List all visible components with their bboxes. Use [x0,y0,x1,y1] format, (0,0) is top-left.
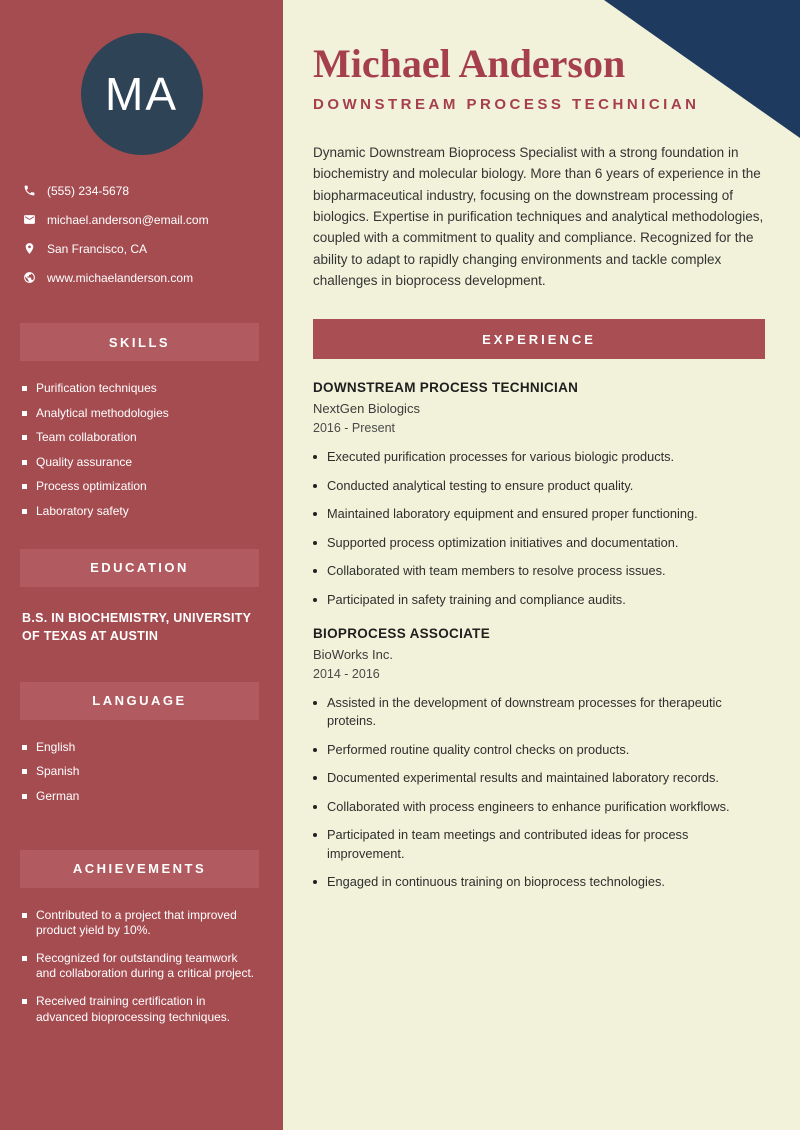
language-item-label: English [36,739,76,754]
dot-bullet-icon [313,512,317,516]
experience-section-header [313,319,765,359]
square-bullet-icon [22,509,27,514]
square-bullet-icon [22,435,27,440]
square-bullet-icon [22,745,27,750]
job-bullet-item [313,562,765,581]
skill-item-label: Purification techniques [36,381,157,395]
job-company: BioWorks Inc. [313,646,393,662]
job-role: BIOPROCESS ASSOCIATE [313,625,491,641]
contact-row-location [22,240,263,257]
skill-item [22,504,259,520]
square-bullet-icon [22,484,27,489]
job-bullet-item [313,694,765,731]
job-bullet-text: Executed purification processes for various biologic products. [327,449,675,465]
skill-item [22,455,259,471]
dot-bullet-icon [313,541,317,545]
location-pin-icon [22,242,36,256]
summary-text: Dynamic Downstream Bioprocess Specialist with a strong foundation in biochemistry and molecular biology. More than 6 years of experience in the biopharmaceutical industry, focusing on the downstream processing of biologics. Expertise in purification techniques and analytical methodologies, coupled with a commitment to quality and compliance. Recognized for the ability to adapt to rapidly changing environments and tackle complex challenges in bioprocess development. [313,145,764,288]
language-item [22,764,259,780]
job-bullet-text: Conducted analytical testing to ensure product quality. [327,477,634,493]
job-bullet-list [313,694,765,892]
job-title-subtitle: DOWNSTREAM PROCESS TECHNICIAN [313,96,700,113]
contact-phone-text: (555) 234-5678 [47,183,130,198]
job-bullet-text: Participated in safety training and compliance audits. [327,592,626,608]
job-bullet-text: Assisted in the development of downstream processes for therapeutic proteins. [327,694,722,729]
job-bullet-list [313,448,765,609]
language-item-label: Spanish [36,764,80,779]
skills-list [0,361,283,520]
job-block-2 [313,626,765,892]
avatar-initials: MA [105,68,178,120]
skills-section-title: SKILLS [108,334,171,350]
job-role: DOWNSTREAM PROCESS TECHNICIAN [313,380,579,396]
language-item-label: German [36,789,80,803]
contact-row-email [22,211,263,228]
job-bullet-item [313,741,765,760]
dot-bullet-icon [313,880,317,884]
job-bullet-item [313,591,765,610]
achievement-item-text: Received training certification in advanced bioprocessing techniques. [36,993,231,1024]
skill-item-label: Laboratory safety [36,503,129,518]
dot-bullet-icon [313,776,317,780]
language-item [22,740,259,756]
skill-item [22,430,259,446]
square-bullet-icon [22,956,27,961]
job-bullet-text: Maintained laboratory equipment and ensured proper functioning. [327,506,698,522]
dot-bullet-icon [313,455,317,459]
contact-website-text[interactable]: www.michaelanderson.com [47,270,194,285]
achievements-section-title: ACHIEVEMENTS [72,861,207,877]
experience-section-title: EXPERIENCE [482,331,596,347]
job-bullet-item [313,826,765,863]
achievements-section-header [20,850,259,888]
skill-item-label: Team collaboration [36,430,137,445]
language-item [22,789,259,805]
language-list [0,720,283,805]
job-block-1 [313,380,765,609]
job-bullet-item [313,798,765,817]
dot-bullet-icon [313,484,317,488]
achievement-item-text: Contributed to a project that improved product yield by 10%. [36,907,237,938]
job-bullet-text: Documented experimental results and maintained laboratory records. [327,770,719,786]
language-section-header [20,682,259,720]
square-bullet-icon [22,794,27,799]
education-degree: B.S. IN BIOCHEMISTRY, UNIVERSITY OF TEXAS AT AUSTIN [22,610,252,643]
dot-bullet-icon [313,701,317,705]
job-company: NextGen Biologics [313,401,420,417]
education-section-header [20,549,259,587]
globe-icon [22,271,36,285]
dot-bullet-icon [313,598,317,602]
square-bullet-icon [22,460,27,465]
achievements-list [0,888,283,1026]
job-bullet-text: Engaged in continuous training on bioprocess technologies. [327,874,665,890]
contact-email-text[interactable]: michael.anderson@email.com [47,212,209,227]
job-dates: 2014 - 2016 [313,666,380,681]
skills-section-header [20,323,259,361]
achievement-item [22,908,259,939]
skill-item [22,406,259,422]
sidebar [0,0,283,1130]
job-bullet-item [313,477,765,496]
dot-bullet-icon [313,748,317,752]
skill-item [22,479,259,495]
skill-item-label: Analytical methodologies [36,405,169,420]
education-section-title: EDUCATION [90,560,189,576]
job-bullet-text: Participated in team meetings and contributed ideas for process improvement. [327,827,689,861]
square-bullet-icon [22,999,27,1004]
contact-row-website [22,269,263,286]
dot-bullet-icon [313,833,317,837]
contact-location-text: San Francisco, CA [47,241,148,256]
achievement-item-text: Recognized for outstanding teamwork and collaboration during a critical project. [36,950,255,981]
square-bullet-icon [22,386,27,391]
language-section-title: LANGUAGE [92,693,187,709]
job-bullet-text: Collaborated with team members to resolve process issues. [327,563,666,579]
skill-item [22,381,259,397]
square-bullet-icon [22,913,27,918]
contact-row-phone [22,182,263,199]
job-bullet-item [313,505,765,524]
job-bullet-item [313,769,765,788]
phone-icon [22,184,36,198]
achievement-item [22,994,259,1025]
job-bullet-item [313,534,765,553]
square-bullet-icon [22,411,27,416]
job-bullet-item [313,873,765,892]
square-bullet-icon [22,769,27,774]
job-bullet-item [313,448,765,467]
contact-list [0,182,283,286]
dot-bullet-icon [313,569,317,573]
page-title: Michael Anderson [313,41,626,86]
skill-item-label: Quality assurance [36,454,133,469]
job-dates: 2016 - Present [313,421,395,436]
job-bullet-text: Performed routine quality control checks on products. [327,741,630,757]
job-bullet-text: Collaborated with process engineers to enhance purification workflows. [327,798,730,814]
skill-item-label: Process optimization [36,479,147,494]
dot-bullet-icon [313,805,317,809]
job-bullet-text: Supported process optimization initiatives and documentation. [327,534,679,550]
avatar [81,33,203,155]
achievement-item [22,951,259,982]
main-content [283,0,800,1130]
email-icon [22,213,36,227]
